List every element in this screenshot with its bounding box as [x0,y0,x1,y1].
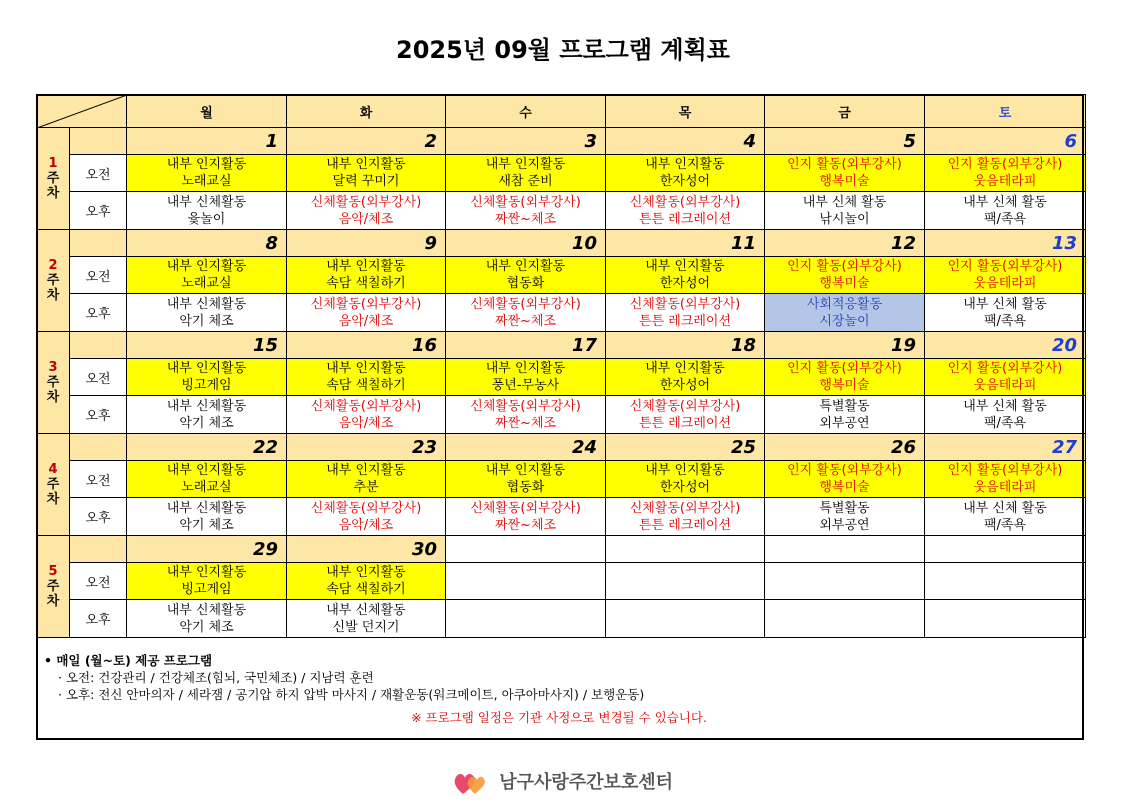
program-activity: 악기 체조 [179,313,234,329]
date-sat: 6 [925,128,1086,155]
program-activity: 악기 체조 [179,415,234,431]
program-category: 신체활동(외부강사) [310,194,422,210]
date-tue: 16 [287,332,446,359]
date-thu: 11 [606,230,765,257]
program-activity: 짜짠~체조 [494,517,557,533]
program-activity: 웃음테라피 [973,174,1037,189]
program-activity: 한자성어 [659,174,711,189]
date-sat: 13 [925,230,1086,257]
program-activity: 행복미술 [819,174,870,189]
program-category: 내부 신체활동 [166,602,247,618]
program-activity: 노래교실 [181,174,232,189]
pm-slot-label: 오후 [70,294,127,332]
program-activity: 짜짠~체조 [494,313,557,329]
date-thu: 4 [606,128,765,155]
program-activity: 협동화 [506,480,545,495]
program-activity: 빙고게임 [181,378,232,393]
program-activity: 음악/체조 [338,415,394,431]
program-category: 내부 인지활동 [166,259,247,274]
pm-slot-label: 오후 [70,498,127,536]
week-label-char: 2 [48,258,58,273]
program-activity: 행복미술 [819,480,870,495]
program-activity: 한자성어 [659,276,711,291]
program-activity: 튼튼 레크레이션 [638,211,732,227]
program-activity: 낚시놀이 [819,211,870,227]
program-category: 내부 인지활동 [166,565,247,580]
date-fri: 5 [765,128,925,155]
pm-slot-label: 오후 [70,396,127,434]
am-slot-label: 오전 [70,563,127,600]
program-activity: 웃음테라피 [973,480,1037,495]
hearts-logo-icon [453,770,487,796]
date-sat: 20 [925,332,1086,359]
date-mon: 1 [127,128,287,155]
page-title: 2025년 09월 프로그램 계획표 [396,36,730,64]
program-activity: 행복미술 [819,378,870,393]
program-activity: 외부공연 [819,517,870,533]
program-activity: 튼튼 레크레이션 [638,313,732,329]
week-label-char: 주 [46,273,60,288]
date-wed: 10 [446,230,606,257]
program-category: 내부 인지활동 [166,361,247,376]
notes-line-am: · 오전: 건강관리 / 건강체조(힘뇌, 국민체조) / 지남력 훈련 [58,670,374,685]
program-category: 내부 신체 활동 [963,296,1047,312]
week-label-char: 주 [46,171,60,186]
program-category: 인지 활동(외부강사) [787,361,902,376]
date-sat: 27 [925,434,1086,461]
program-category: 인지 활동(외부강사) [787,157,902,172]
program-category: 인지 활동(외부강사) [947,157,1063,172]
week-label-char: 주 [46,375,60,390]
program-activity: 한자성어 [659,480,711,495]
date-tue: 23 [287,434,446,461]
date-mon: 22 [127,434,287,461]
program-category: 내부 인지활동 [326,361,406,376]
pm-slot-label: 오후 [70,600,127,638]
date-tue: 9 [287,230,446,257]
program-activity: 튼튼 레크레이션 [638,517,732,533]
date-wed: 24 [446,434,606,461]
program-category: 신체활동(외부강사) [310,500,422,516]
program-activity: 풍년-무농사 [491,378,560,393]
program-activity: 웃음테라피 [973,378,1037,393]
program-category: 사회적응활동 [806,296,883,312]
program-activity: 빙고게임 [181,582,232,597]
day-header-thu: 목 [606,95,765,128]
program-activity: 시장놀이 [819,313,870,329]
program-category: 내부 인지활동 [326,463,406,478]
program-category: 인지 활동(외부강사) [787,259,902,274]
program-category: 신체활동(외부강사) [629,296,741,312]
pm-slot-label: 오후 [70,192,127,230]
date-thu: 18 [606,332,765,359]
week-label-char: 4 [48,462,58,477]
program-activity: 팩/족욕 [983,415,1027,431]
week-label-char: 1 [48,156,58,171]
week-label-char: 차 [46,390,60,405]
program-activity: 추분 [353,480,379,495]
program-category: 내부 신체 활동 [963,194,1047,210]
program-activity: 웃음테라피 [973,276,1037,291]
program-category: 내부 인지활동 [485,463,566,478]
date-wed: 3 [446,128,606,155]
notes-section [44,652,1074,726]
org-name: 남구사랑주간보호센터 [499,772,674,793]
program-category: 신체활동(외부강사) [629,500,741,516]
table-frame [36,94,1084,740]
program-activity: 짜짠~체조 [494,415,557,431]
program-activity: 외부공연 [819,415,870,431]
program-category: 신체활동(외부강사) [470,296,581,312]
program-category: 인지 활동(외부강사) [947,259,1063,274]
day-header-tue: 화 [287,95,446,128]
program-category: 인지 활동(외부강사) [947,463,1063,478]
week-label-char: 차 [46,492,60,507]
week-label-char: 5 [48,564,58,579]
program-activity: 음악/체조 [338,517,394,533]
program-activity: 행복미술 [819,276,870,291]
program-category: 내부 신체 활동 [963,500,1047,516]
am-slot-label: 오전 [70,461,127,498]
program-category: 신체활동(외부강사) [629,194,741,210]
day-header-fri: 금 [765,95,925,128]
program-activity: 윷놀이 [187,211,226,227]
program-category: 내부 인지활동 [166,463,247,478]
program-category: 내부 신체활동 [166,398,247,414]
program-activity: 새참 준비 [498,174,553,189]
week-label-char: 차 [46,186,60,201]
program-activity: 노래교실 [181,480,232,495]
program-category: 내부 신체 활동 [802,194,887,210]
day-header-wed: 수 [446,95,606,128]
week-label-char: 주 [46,477,60,492]
program-activity: 속담 색칠하기 [326,276,406,291]
program-category: 내부 신체 활동 [963,398,1047,414]
week-label-char: 차 [46,288,60,303]
am-slot-label: 오전 [70,359,127,396]
program-category: 내부 신체활동 [166,194,247,210]
program-category: 내부 인지활동 [645,259,725,274]
week-label-char: 차 [46,594,60,609]
program-category: 내부 인지활동 [645,157,725,172]
schedule-change-warning: ※ 프로그램 일정은 기관 사정으로 변경될 수 있습니다. [411,710,707,725]
program-category: 내부 인지활동 [645,463,725,478]
program-category: 내부 신체활동 [166,296,247,312]
date-mon: 29 [127,536,287,563]
program-activity: 음악/체조 [338,211,394,227]
program-category: 내부 인지활동 [485,259,566,274]
program-activity: 한자성어 [659,378,711,393]
program-category: 신체활동(외부강사) [470,500,581,516]
program-category: 내부 인지활동 [166,157,247,172]
date-fri: 19 [765,332,925,359]
footer [0,768,1126,796]
program-category: 신체활동(외부강사) [310,296,422,312]
program-activity: 튼튼 레크레이션 [638,415,732,431]
program-category: 내부 인지활동 [326,259,406,274]
notes-heading: • 매일 (월~토) 제공 프로그램 [44,653,213,668]
program-category: 인지 활동(외부강사) [787,463,902,478]
am-slot-label: 오전 [70,257,127,294]
program-category: 신체활동(외부강사) [310,398,422,414]
program-activity: 악기 체조 [179,619,234,635]
program-category: 내부 인지활동 [326,157,406,172]
date-thu: 25 [606,434,765,461]
program-activity: 달력 꾸미기 [332,174,400,189]
program-activity: 팩/족욕 [983,313,1027,329]
program-category: 내부 신체활동 [166,500,247,516]
notes-line-pm: · 오후: 전신 안마의자 / 세라잼 / 공기압 하지 압박 마사지 / 재활운동(워크메이트, 아쿠아마사지) / 보행운동) [58,687,645,702]
week-label-char: 주 [46,579,60,594]
program-category: 인지 활동(외부강사) [947,361,1063,376]
date-mon: 15 [127,332,287,359]
day-header-mon: 월 [127,95,287,128]
date-tue: 30 [287,536,446,563]
date-tue: 2 [287,128,446,155]
date-mon: 8 [127,230,287,257]
program-activity: 짜짠~체조 [494,211,557,227]
program-activity: 음악/체조 [338,313,394,329]
date-fri: 12 [765,230,925,257]
date-wed: 17 [446,332,606,359]
program-activity: 신발 던지기 [332,619,400,635]
program-activity: 노래교실 [181,276,232,291]
week-label-char: 3 [48,360,58,375]
program-category: 내부 인지활동 [485,361,566,376]
program-category: 내부 인지활동 [326,565,406,580]
program-category: 신체활동(외부강사) [470,398,581,414]
program-activity: 협동화 [506,276,545,291]
program-category: 신체활동(외부강사) [470,194,581,210]
am-slot-label: 오전 [70,155,127,192]
program-activity: 속담 색칠하기 [326,582,406,597]
day-header-sat: 토 [925,95,1086,128]
program-category: 신체활동(외부강사) [629,398,741,414]
program-category: 내부 신체활동 [326,602,406,618]
program-activity: 팩/족욕 [983,211,1027,227]
program-category: 내부 인지활동 [645,361,725,376]
program-activity: 속담 색칠하기 [326,378,406,393]
program-activity: 악기 체조 [179,517,234,533]
program-category: 특별활동 [819,398,870,414]
date-fri: 26 [765,434,925,461]
program-category: 특별활동 [819,500,870,516]
program-category: 내부 인지활동 [485,157,566,172]
program-activity: 팩/족욕 [983,517,1027,533]
